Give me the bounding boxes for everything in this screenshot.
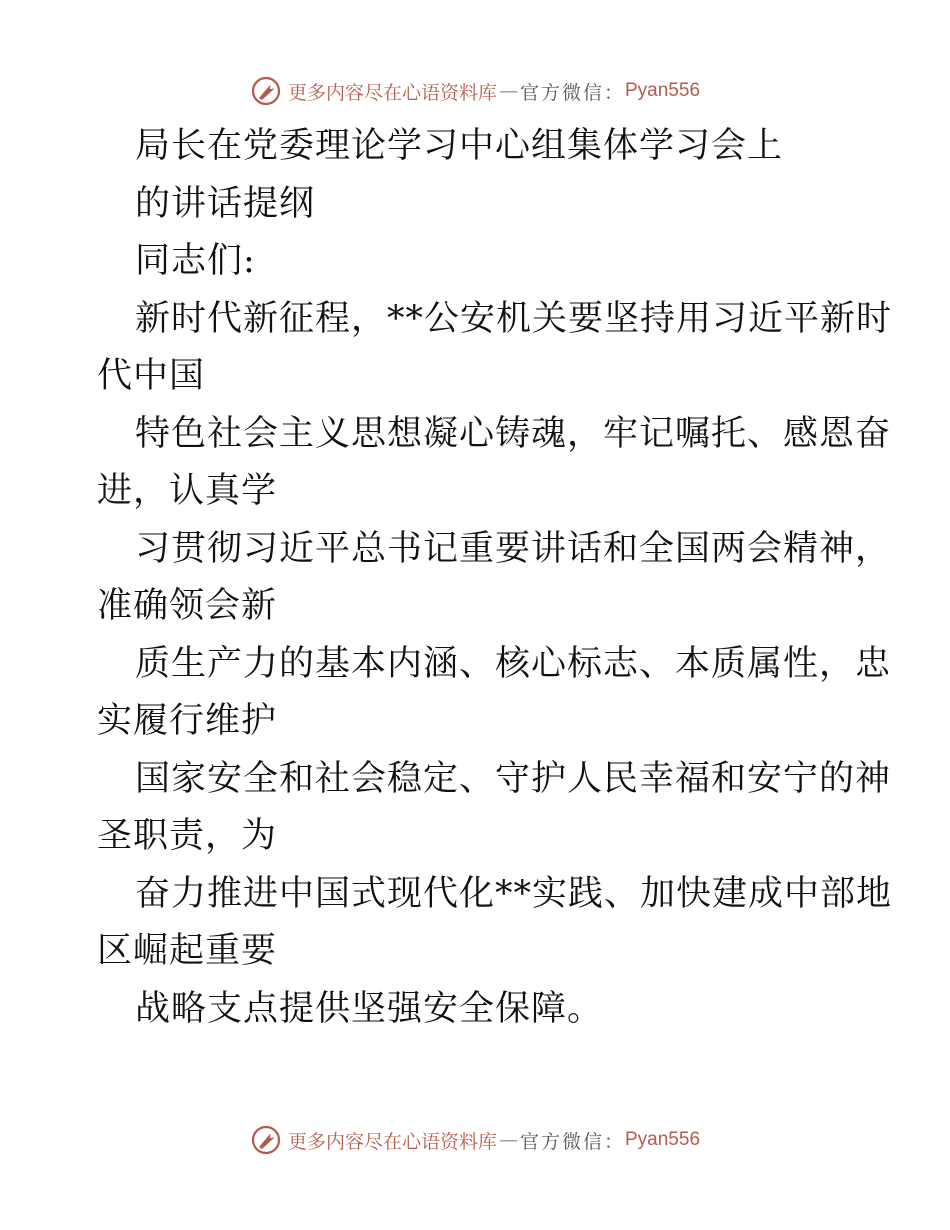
body-line: 特色社会主义思想凝心铸魂，牢记嘱托、感恩奋 <box>135 413 892 454</box>
watermark-text: 更多内容尽在心语资料库 <box>287 1130 497 1153</box>
body-line: 战略支点提供坚强安全保障。 <box>135 988 604 1029</box>
body-line: 进，认真学 <box>97 471 278 511</box>
body-line: 奋力推进中国式现代化**实践、加快建成中部地 <box>135 873 893 914</box>
watermark-contact-id: Pyan556 <box>625 80 701 101</box>
body-line: 代中国 <box>97 356 206 396</box>
watermark-separator: — <box>498 80 518 102</box>
body-line: 新时代新征程，**公安机关要坚持用习近平新时 <box>135 298 893 339</box>
watermark-separator: — <box>498 1129 518 1151</box>
body-line: 区崛起重要 <box>97 931 278 971</box>
watermark-header <box>0 71 950 111</box>
watermark-text: 更多内容尽在心语资料库 <box>287 81 497 104</box>
document-title-line-2: 的讲话提纲 <box>135 183 316 224</box>
body-line: 质生产力的基本内涵、核心标志、本质属性，忠 <box>135 643 892 684</box>
watermark-footer <box>0 1120 950 1160</box>
body-line: 国家安全和社会稳定、守护人民幸福和安宁的神 <box>135 758 892 799</box>
watermark-contact-id: Pyan556 <box>625 1129 701 1150</box>
salutation: 同志们: <box>135 241 256 281</box>
body-line: 习贯彻习近平总书记重要讲话和全国两会精神， <box>135 528 892 569</box>
document-title-line-1: 局长在党委理论学习中心组集体学习会上 <box>135 126 784 166</box>
body-line: 实履行维护 <box>97 701 278 741</box>
watermark-contact-label: 官方微信： <box>519 1130 625 1153</box>
document-body <box>0 118 950 1038</box>
watermark-contact-label: 官方微信： <box>519 81 625 104</box>
body-line: 圣职责，为 <box>97 816 278 856</box>
pen-nib-logo-icon <box>250 75 282 107</box>
body-line: 准确领会新 <box>97 586 278 626</box>
pen-nib-logo-icon <box>250 1124 282 1156</box>
